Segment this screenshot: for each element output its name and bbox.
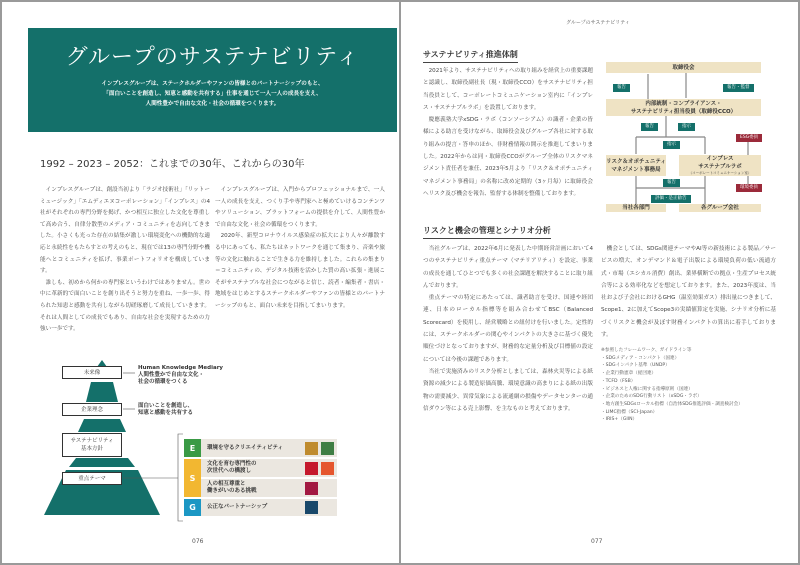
theme-text: 公正なパートナーシップ: [207, 504, 268, 510]
theme-text: 環境を守るクリエイティビティ: [207, 444, 284, 451]
org-risk-office: リスク＆オポチュニティ マネジメント事務局: [606, 155, 666, 176]
tag-env-committee: 環境委員: [736, 184, 762, 192]
theme-text: 文化を育む専門性の 次世代への橋渡し: [207, 461, 257, 474]
pyramid-level-vision: 未来像: [62, 366, 122, 379]
section-body: [423, 65, 593, 200]
reference-item: ・IRIS+（GIIN）: [601, 417, 638, 423]
org-lab: [679, 155, 761, 176]
references-title: ※参照したフレームワーク、ガイドライン等: [601, 348, 692, 353]
paragraph: 2020年、新型コロナウイルス感染症の拡大により人々が離散する中にあっても、私たちはネットワークを通じて集まり、音楽や旅等の文化に触れることで生きる力を維持しました。これらの集まり＝コミュニティの、デジタル技術を活かした質の高い拡張・進展こそがサステナブルな社会につながると信じ、読者・編集者・書店・地域をはじめとするステークホルダーやファンの皆様とのパートナーシップのもと、面白い未来を目指してまいります。: [215, 233, 385, 309]
sdg-8-icon: [305, 482, 318, 495]
vision-label-en: Human Knowledge Mediary: [138, 365, 223, 371]
paragraph: 機会としては、SDGs関連テーマやAI等の新技術による製品／サービスの増大、オンデマンド＆電子出版による環境負荷の低い流通方式・市場（エシカル消費）創出、業界横断での拠点・生産プロセス統合等による効率化などを想定しております。また、2023年度は、当社および子会社におけるGHG（温室効果ガス）排出量につきまして、Scope1、2に加えてScope3の実績値算定を実施、シナリオ分析に基づくリスクと機会が及ぼす財務インパクトの算出に着手しております。: [601, 246, 776, 339]
pyramid-level-policy: サステナビリティ 基本方針: [62, 433, 122, 457]
left-page: [2, 2, 399, 563]
theme-row-e: [184, 439, 337, 457]
theme-row-s2: [201, 479, 337, 497]
theme-text: 人の相互尊重と 働きがいのある挑戦: [207, 481, 257, 494]
letter-g: G: [184, 499, 201, 516]
section-body-col2: [601, 243, 776, 341]
org-officer: 内部統制・コンプライアンス・ サステナビリティ担当役員（取締役CCO）: [606, 99, 761, 116]
org-departments: 当社各部門: [606, 204, 666, 212]
sdg-12-icon: [305, 442, 318, 455]
reference-item: ・TCFD（FSB）: [601, 378, 636, 384]
references-list: [601, 347, 781, 424]
paragraph: 誰しも、初めから何かの専門家というわけではありません。世の中に革新的で面白いことを創り出そうと努力を重ね、一歩一歩、得られた知恵と感動を共有しながら切磋琢磨して成長していきます。それは人間としての成長でもあり、自由な社会を実現するための力強い一歩です。: [40, 279, 210, 333]
paragraph: 当社で実施済みのリスク分析としましては、森林火災等による紙資源の減少による製造原価高騰、環境意識の高まりによる紙の出版物の需要減少、異常気象による流通網の損傷やデータセンターの通信ダウン等による売上影響、を主なものと考えております。: [423, 368, 593, 412]
running-head: グループのサステナビリティ: [566, 20, 630, 26]
sdg-13-icon: [321, 442, 334, 455]
philosophy-label: 面白いことを創造し、 知恵と感動を共有する: [138, 403, 194, 416]
paragraph: 当社グループは、2022年6月に発表した中期経営計画において4つのサステナビリティ重点テーマ（マテリアリティ）を設定、事業の成長を通してひとつでも多くの社会課題を解決することに取り組んでおります。: [423, 246, 593, 289]
theme-row-g: [184, 499, 337, 516]
paragraph: インプレスグループは、創設当初より「ラジオ技術社」「リットーミュージック」「エムディエヌコーポレーション」「インプレス」の4社がそれぞれの専門分野を掲げ、かつ相互に独立した文化を尊重して高め合う、自律分散型のメディア・コミュニティを志向してきました。小さくも光った存在の結集が激しい環境変化への機動的な適応と永続性をもたらすとの考えのもと、現在では13の専門分野や機能へとコミュニティを拡げ、事業ポートフォリオを構成しています。: [40, 187, 210, 275]
section-body: [423, 243, 593, 415]
tag-report: 報告: [613, 84, 630, 92]
reference-item: ・SDGインパクト基準（UNDP）: [601, 363, 670, 369]
reference-item: ・地方創生SDGsローカル指標（自治体SDG推進評価・調査検討会）: [601, 401, 743, 407]
sdg-4-icon: [305, 462, 318, 475]
reference-item: ・ビジネスと人権に関する指導原則（国連）: [601, 386, 693, 392]
right-page: [401, 2, 798, 563]
section-subtitle: 1992 – 2023 – 2052：これまでの30年、これからの30年: [40, 159, 305, 170]
tag-instruct: 指示: [678, 123, 695, 131]
org-chart: [601, 62, 781, 212]
lead-line: 人間性豊かで自由な文化・社会の循環をつくります。: [145, 101, 280, 107]
reference-item: ・SDGメディア・コンパクト（国連）: [601, 355, 680, 361]
section-heading: リスクと機会の管理とシナリオ分析: [423, 225, 551, 239]
vision-label-jp: 人間性豊かで自由な文化・ 社会の循環をつくる: [138, 372, 205, 385]
pyramid-level-philosophy: 企業理念: [62, 403, 122, 416]
page-number: 076: [192, 538, 204, 545]
paragraph: 慶應義塾大学xSDG・ラボ（コンソーシアム）の識者・企業の皆様による助言を受けながら、取締役会及びグループ各社に対する取り組みの提言・答申のほか、非財務情報の開示を推進してまいりました。2022年からは同・取締役CCOがグループ全体のリスクマネジメント責任者を兼任、2023年5月より「リスク＆オポチュニティマネジメント事務局」の名称に改め定期的（3ヶ月毎）に取締役会へリスク及び機会を報告、監督する体制を整備しております。: [423, 117, 593, 197]
tag-report: 報告: [663, 179, 680, 187]
org-group-companies: 各グループ会社: [679, 204, 761, 212]
theme-row-s1: [201, 459, 337, 477]
paragraph: インプレスグループは、入門からプロフェッショナルまで、一人一人の成長を支え、つくり手や専門家へと極めていけるコンテンツやソリューション、プラットフォームの提供を介して、人間性豊かで自由な文化・社会の循環をつくります。: [215, 187, 385, 228]
letter-s: S: [184, 459, 201, 497]
tag-instruct: 指示: [663, 141, 680, 149]
esg-themes-table: [184, 439, 337, 519]
paragraph: 重点テーマの特定にあたっては、識者助言を受け、国連や経団連、日本のローカル指標等を組み合わせてBSC（Balanced Scorecard）を使用し、経営戦略との紐付けを行いました。定性的には、ステークホルダーの関心やインパクトの大きさに基づく優先順位づけとなっておりますが、財務的な定量分析及び目標値の設定については今後の課題であります。: [423, 295, 593, 363]
letter-e: E: [184, 439, 201, 457]
tag-report-supervise: 報告・監督: [723, 84, 754, 92]
paragraph: 2021年より、サステナビリティへの取り組みを経営上の重要課題と認識し、取締役副社長（現・取締役CCO）をサステナビリティ担当役員として、コーポレートコミュニケーション室内に「インプレス・サステナブルラボ」を設置しております。: [423, 68, 593, 111]
pyramid-level-themes: 重点テーマ: [62, 472, 122, 485]
page-title: グループのサステナビリティ: [65, 45, 360, 70]
sdg-11-icon: [321, 462, 334, 475]
lead-line: 「面白いことを創造し、知恵と感動を共有する」仕事を通じて一人一人の成長を支え、: [103, 91, 322, 97]
lead-line: インプレスグループは、ステークホルダーやファンの皆様とのパートナーシップのもと、: [101, 81, 324, 87]
tag-report: 報告: [641, 123, 658, 131]
reference-item: ・企業のためのSDG行動リスト（xSDG・ラボ）: [601, 394, 702, 400]
page-number: 077: [591, 538, 603, 545]
section-heading: サステナビリティ推進体制: [423, 49, 518, 63]
reference-item: ・企業行動憲章（経団連）: [601, 371, 657, 377]
tag-esg-committee: ESG委員: [736, 134, 762, 142]
tag-evaluation: 評価・是正勧告: [651, 195, 691, 203]
sdg-16-icon: [305, 501, 318, 514]
lab-sub: （コーポレートコミュニケーション室）: [688, 171, 752, 175]
lab-name: インプレス サステナブルラボ: [698, 156, 742, 170]
reference-item: ・LIMC指標（SCI-Japan）: [601, 409, 658, 415]
org-board: 取締役会: [606, 62, 761, 73]
